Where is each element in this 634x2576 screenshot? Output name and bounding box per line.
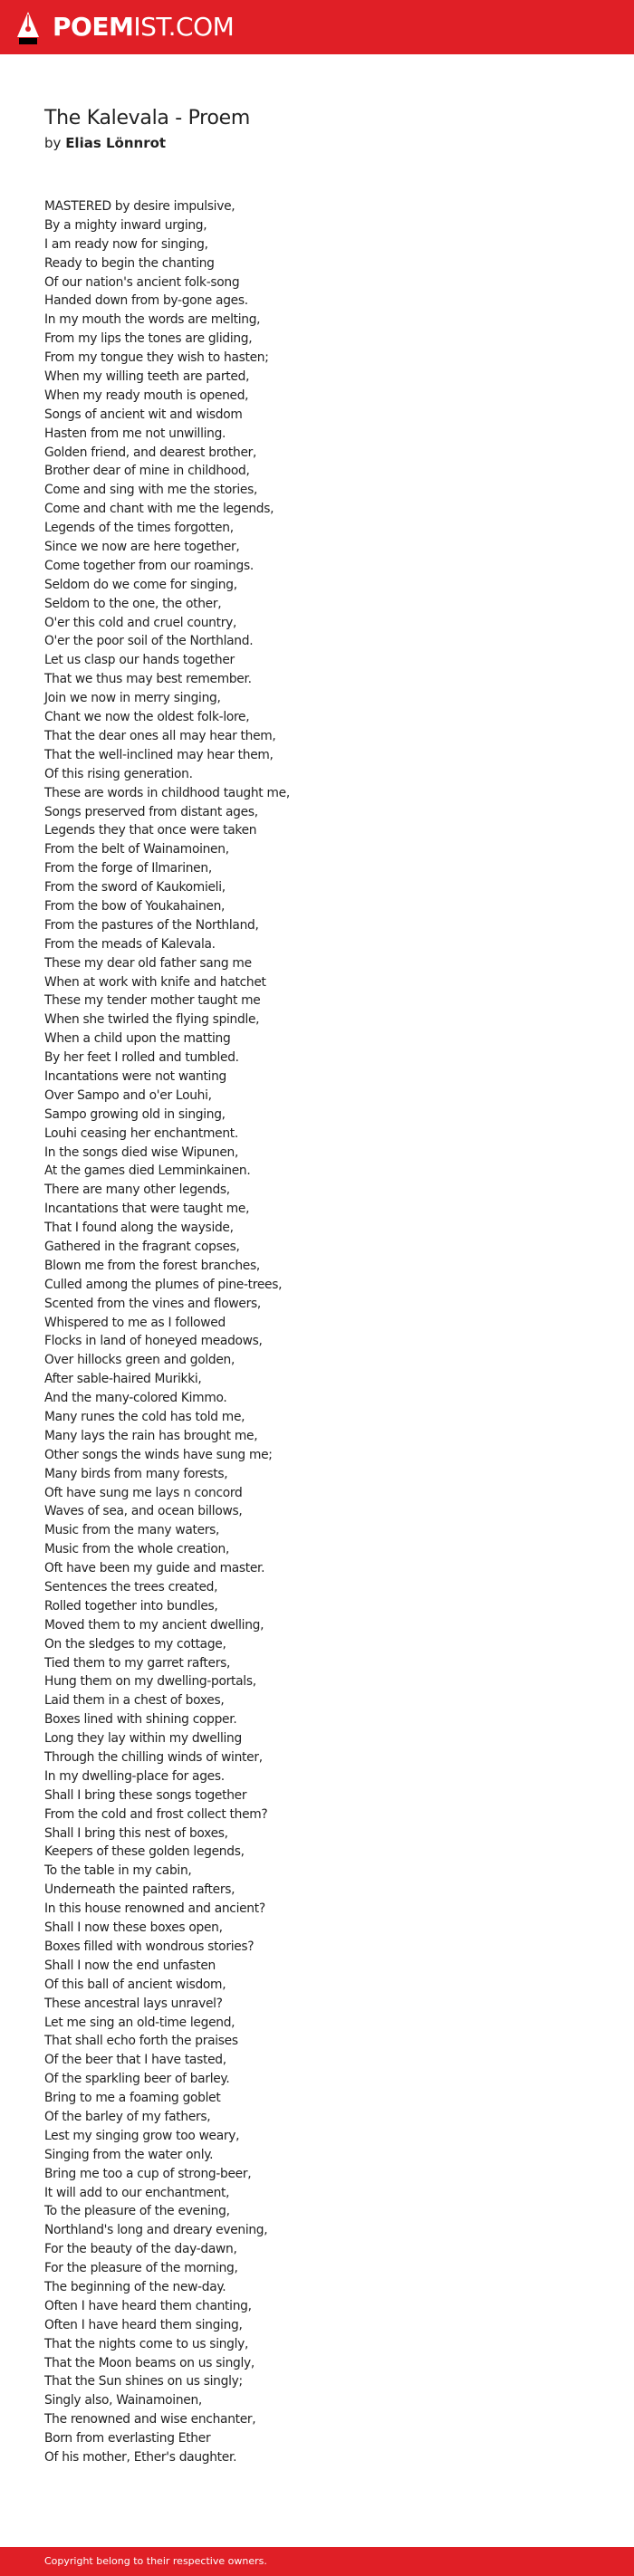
poem-line: MASTERED by desire impulsive, (44, 199, 235, 214)
poem-line: From the forge of Ilmarinen, (44, 861, 212, 876)
poem-line: From my tongue they wish to hasten; (44, 350, 269, 366)
poem-line: When my willing teeth are parted, (44, 369, 250, 385)
poem-line: For the pleasure of the morning, (44, 2261, 238, 2276)
poem-line: That the dear ones all may hear them, (44, 728, 276, 743)
poem-line: When a child upon the matting (44, 1031, 231, 1047)
poem-line: Flocks in land of honeyed meadows, (44, 1334, 263, 1349)
poem-line: Moved them to my ancient dwelling, (44, 1617, 264, 1633)
poem-line: Boxes filled with wondrous stories? (44, 1939, 255, 1954)
poem-line: Northland's long and dreary evening, (44, 2223, 268, 2238)
poem-line: Golden friend, and dearest brother, (44, 445, 257, 460)
poem-line: Born from everlasting Ether (44, 2431, 211, 2447)
poem-line: That I found along the wayside, (44, 1221, 234, 1236)
poem-line: That the Sun shines on us singly; (44, 2374, 243, 2389)
poem-line: From my lips the tones are gliding, (44, 331, 253, 347)
poem-line: When my ready mouth is opened, (44, 388, 249, 403)
pen-nib-icon[interactable] (16, 11, 40, 45)
poem-line: That shall echo forth the praises (44, 2034, 238, 2049)
poem-line: The beginning of the new-day. (44, 2279, 226, 2294)
author-link[interactable]: Elias Lönnrot (65, 135, 167, 151)
by-label: by (44, 135, 62, 151)
poem-line: In this house renowned and ancient? (44, 1901, 265, 1917)
poem-line: Long they lay within my dwelling (44, 1731, 242, 1747)
poem-line: Incantations that were taught me, (44, 1202, 250, 1217)
poem-line: Through the chilling winds of winter, (44, 1750, 263, 1766)
poem-line: Seldom do we come for singing, (44, 577, 237, 592)
poem-line: Keepers of these golden legends, (44, 1844, 245, 1860)
poem-line: It will add to our enchantment, (44, 2185, 230, 2200)
poem-line: Music from the many waters, (44, 1523, 220, 1538)
poem-line: Whispered to me as I followed (44, 1315, 226, 1330)
poem-line: Songs preserved from distant ages, (44, 804, 258, 819)
poem-line: Come and chant with me the legends, (44, 502, 274, 517)
poem-line: Waves of sea, and ocean billows, (44, 1504, 243, 1519)
poem-line: On the sledges to my cottage, (44, 1636, 226, 1652)
poem-line: O'er the poor soil of the Northland. (44, 634, 254, 649)
poem-line: Louhi ceasing her enchantment. (44, 1125, 238, 1141)
poem-line: Seldom to the one, the other, (44, 596, 222, 611)
poem-line: Other songs the winds have sung me; (44, 1447, 273, 1462)
poem-line: These are words in childhood taught me, (44, 785, 290, 800)
poem-line: Brother dear of mine in childhood, (44, 464, 250, 479)
poem-line: Of the beer that I have tasted, (44, 2053, 226, 2068)
poem-line: Lest my singing grow too weary, (44, 2128, 240, 2143)
poem-line: That the nights come to us singly, (44, 2336, 249, 2351)
poem-line: Shall I bring this nest of boxes, (44, 1825, 228, 1841)
poem-line: Often I have heard them chanting, (44, 2298, 252, 2313)
poem-line: Music from the whole creation, (44, 1542, 230, 1557)
poem-line: Sampo growing old in singing, (44, 1106, 226, 1122)
poem-line: From the sword of Kaukomieli, (44, 880, 226, 895)
poem-line: From the cold and frost collect them? (44, 1806, 268, 1822)
poem-line: O'er this cold and cruel country, (44, 615, 237, 630)
poem-line: From the bow of Youkahainen, (44, 898, 226, 914)
poem-line: Of the sparkling beer of barley. (44, 2072, 230, 2087)
poem-line: In my mouth the words are melting, (44, 312, 261, 328)
poem-line: Many lays the rain has brought me, (44, 1428, 258, 1443)
poem-line: By her feet I rolled and tumbled. (44, 1050, 239, 1066)
poem-line: Legends they that once were taken (44, 823, 257, 838)
poem-line: Many birds from many forests, (44, 1466, 228, 1481)
poem-line: The renowned and wise enchanter, (44, 2412, 256, 2428)
poem-line: From the meads of Kalevala. (44, 936, 216, 952)
poem-line: Bring me too a cup of strong-beer, (44, 2166, 252, 2181)
poem-line: That we thus may best remember. (44, 672, 252, 687)
poem-line: Oft have sung me lays n concord (44, 1485, 243, 1500)
poem-line: I am ready now for singing, (44, 236, 208, 252)
poem-line: Rolled together into bundles, (44, 1598, 218, 1614)
poem-line: Many runes the cold has told me, (44, 1410, 245, 1424)
poem-line: Of the barley of my fathers, (44, 2109, 211, 2124)
poem-line: That the Moon beams on us singly, (44, 2355, 255, 2370)
poem-line: Let us clasp our hands together (44, 653, 235, 668)
poem-line: Of this ball of ancient wisdom, (44, 1977, 226, 1992)
poem-line: Singing from the water only. (44, 2147, 214, 2162)
poem-line: Laid them in a chest of boxes, (44, 1693, 225, 1709)
poem-line: Tied them to my garret rafters, (44, 1655, 231, 1671)
byline (44, 134, 166, 152)
poem-line: Often I have heard them singing, (44, 2317, 243, 2332)
poem-line: There are many other legends, (44, 1183, 230, 1198)
poem-line: At the games died Lemminkainen. (44, 1164, 251, 1179)
poem-line: To the table in my cabin, (44, 1863, 192, 1879)
poem-line: Hung them on my dwelling-portals, (44, 1674, 256, 1690)
poem-line: To the pleasure of the evening, (44, 2204, 230, 2219)
poem-line: From the pastures of the Northland, (44, 917, 259, 933)
poem-line: Legends of the times forgotten, (44, 521, 234, 536)
poem-line: Handed down from by-gone ages. (44, 293, 248, 309)
poem-line: By a mighty inward urging, (44, 217, 207, 233)
poem-line: Culled among the plumes of pine-trees, (44, 1277, 283, 1292)
poem-line: Since we now are here together, (44, 540, 240, 555)
poem-line: Chant we now the oldest folk-lore, (44, 710, 250, 725)
poem-line: In my dwelling-place for ages. (44, 1768, 225, 1784)
poem-line: Shall I now the end unfasten (44, 1958, 216, 1973)
poem-line: Let me sing an old-time legend, (44, 2015, 235, 2030)
poem-line: Singly also, Wainamoinen, (44, 2393, 202, 2408)
poem-line: From the belt of Wainamoinen, (44, 842, 229, 857)
poem-line: Join we now in merry singing, (44, 691, 221, 706)
poem-line: Sentences the trees created, (44, 1580, 218, 1595)
poem-line: Blown me from the forest branches, (44, 1258, 260, 1273)
poem-line: Oft have been my guide and master. (44, 1561, 265, 1576)
poem-line: Come and sing with me the stories, (44, 483, 258, 498)
poem-line: When she twirled the flying spindle, (44, 1012, 260, 1028)
poem-line: Come together from our roamings. (44, 558, 254, 573)
poem-line: These my dear old father sang me (44, 955, 252, 971)
poem-line: Boxes lined with shining copper. (44, 1712, 237, 1728)
poem-line: Shall I now these boxes open, (44, 1920, 223, 1936)
copyright-notice: Copyright belong to their respective owners. (44, 2555, 267, 2567)
poem-line: Songs of ancient wit and wisdom (44, 407, 243, 422)
poem-line: Incantations were not wanting (44, 1068, 226, 1084)
poem-line: After sable-haired Murikki, (44, 1372, 202, 1387)
poem-line: Hasten from me not unwilling. (44, 426, 226, 441)
poem-line: Scented from the vines and flowers, (44, 1296, 261, 1311)
poem-line: Gathered in the fragrant copses, (44, 1239, 240, 1254)
poem-title: The Kalevala - Proem (44, 107, 250, 129)
logo-bold-text: POEM (53, 12, 134, 42)
poem-line: These ancestral lays unravel? (44, 1996, 223, 2011)
poem-line: Over hillocks green and golden, (44, 1353, 235, 1368)
poem-line: Bring to me a foaming goblet (44, 2091, 221, 2106)
poem-line: For the beauty of the day-dawn, (44, 2242, 237, 2257)
poem-line: Of our nation's ancient folk-song (44, 274, 240, 290)
site-header (0, 0, 634, 54)
poem-line: Of this rising generation. (44, 766, 193, 781)
poem-line: Of his mother, Ether's daughter. (44, 2449, 237, 2465)
poem-line: Underneath the painted rafters, (44, 1882, 235, 1898)
poem-line: These my tender mother taught me (44, 993, 261, 1009)
poem-line: In the songs died wise Wipunen, (44, 1144, 239, 1160)
poem-line: And the many-colored Kimmo. (44, 1391, 227, 1406)
poem-line: Ready to begin the chanting (44, 255, 215, 271)
site-logo[interactable] (53, 12, 234, 43)
poem-line: That the well-inclined may hear them, (44, 747, 274, 762)
poem-body (44, 197, 606, 2467)
poem-line: When at work with knife and hatchet (44, 974, 266, 990)
poem-line: Shall I bring these songs together (44, 1787, 247, 1803)
logo-rest-text: IST.COM (133, 12, 235, 42)
site-footer (0, 2547, 634, 2576)
poem-line: Over Sampo and o'er Louhi, (44, 1087, 212, 1103)
